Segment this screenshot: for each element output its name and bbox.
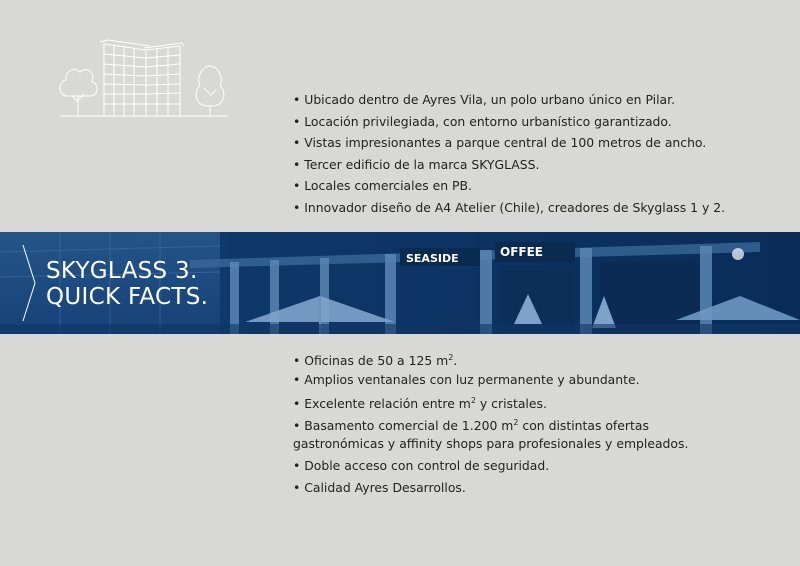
feature-item: • Vistas impresionantes a parque central de 100 metros de ancho. <box>293 135 707 151</box>
right-tree-icon <box>196 66 224 116</box>
feature-item: • Basamento comercial de 1.200 $m^2$ con distintas ofertas <box>293 417 649 433</box>
left-tree-icon <box>60 70 97 116</box>
sign-seaside: SEASIDE <box>406 252 459 265</box>
feature-item: • Locales comerciales en PB. <box>293 178 472 194</box>
features-list-bottom <box>293 347 688 498</box>
feature-item: • Calidad Ayres Desarrollos. <box>293 479 466 495</box>
banner-title-line-2: QUICK FACTS. <box>46 284 209 310</box>
sign-coffee: OFFEE <box>500 245 543 259</box>
banner-title-line-1: SKYGLASS 3. <box>46 258 198 284</box>
feature-item: • Ubicado dentro de Ayres Vila, un polo urbano único en Pilar. <box>293 92 676 107</box>
feature-item: • Amplios ventanales con luz permanente y abundante. <box>293 371 640 387</box>
banner-title <box>46 258 208 310</box>
feature-item: • Innovador diseño de A4 Atelier (Chile), creadores de Skyglass 1 y 2. <box>293 199 726 215</box>
feature-item-continuation: gastronómicas y affinity shops para profesionales y empleados. <box>293 436 689 452</box>
features-list-top <box>293 89 725 219</box>
feature-item: • Excelente relación entre $m^2$ y cristales. <box>293 396 547 412</box>
building-right-block <box>144 43 184 116</box>
chevron-right-icon <box>21 243 37 323</box>
feature-item: • Oficinas de 50 a 125 $m^2$. <box>293 353 458 368</box>
feature-item: • Tercer edificio de la marca SKYGLASS. <box>293 156 540 172</box>
feature-item: • Doble acceso con control de seguridad. <box>293 457 550 473</box>
building-illustration <box>56 36 231 120</box>
building-left-block <box>100 40 150 116</box>
feature-item: • Locación privilegiada, con entorno urbanístico garantizado. <box>293 113 672 129</box>
